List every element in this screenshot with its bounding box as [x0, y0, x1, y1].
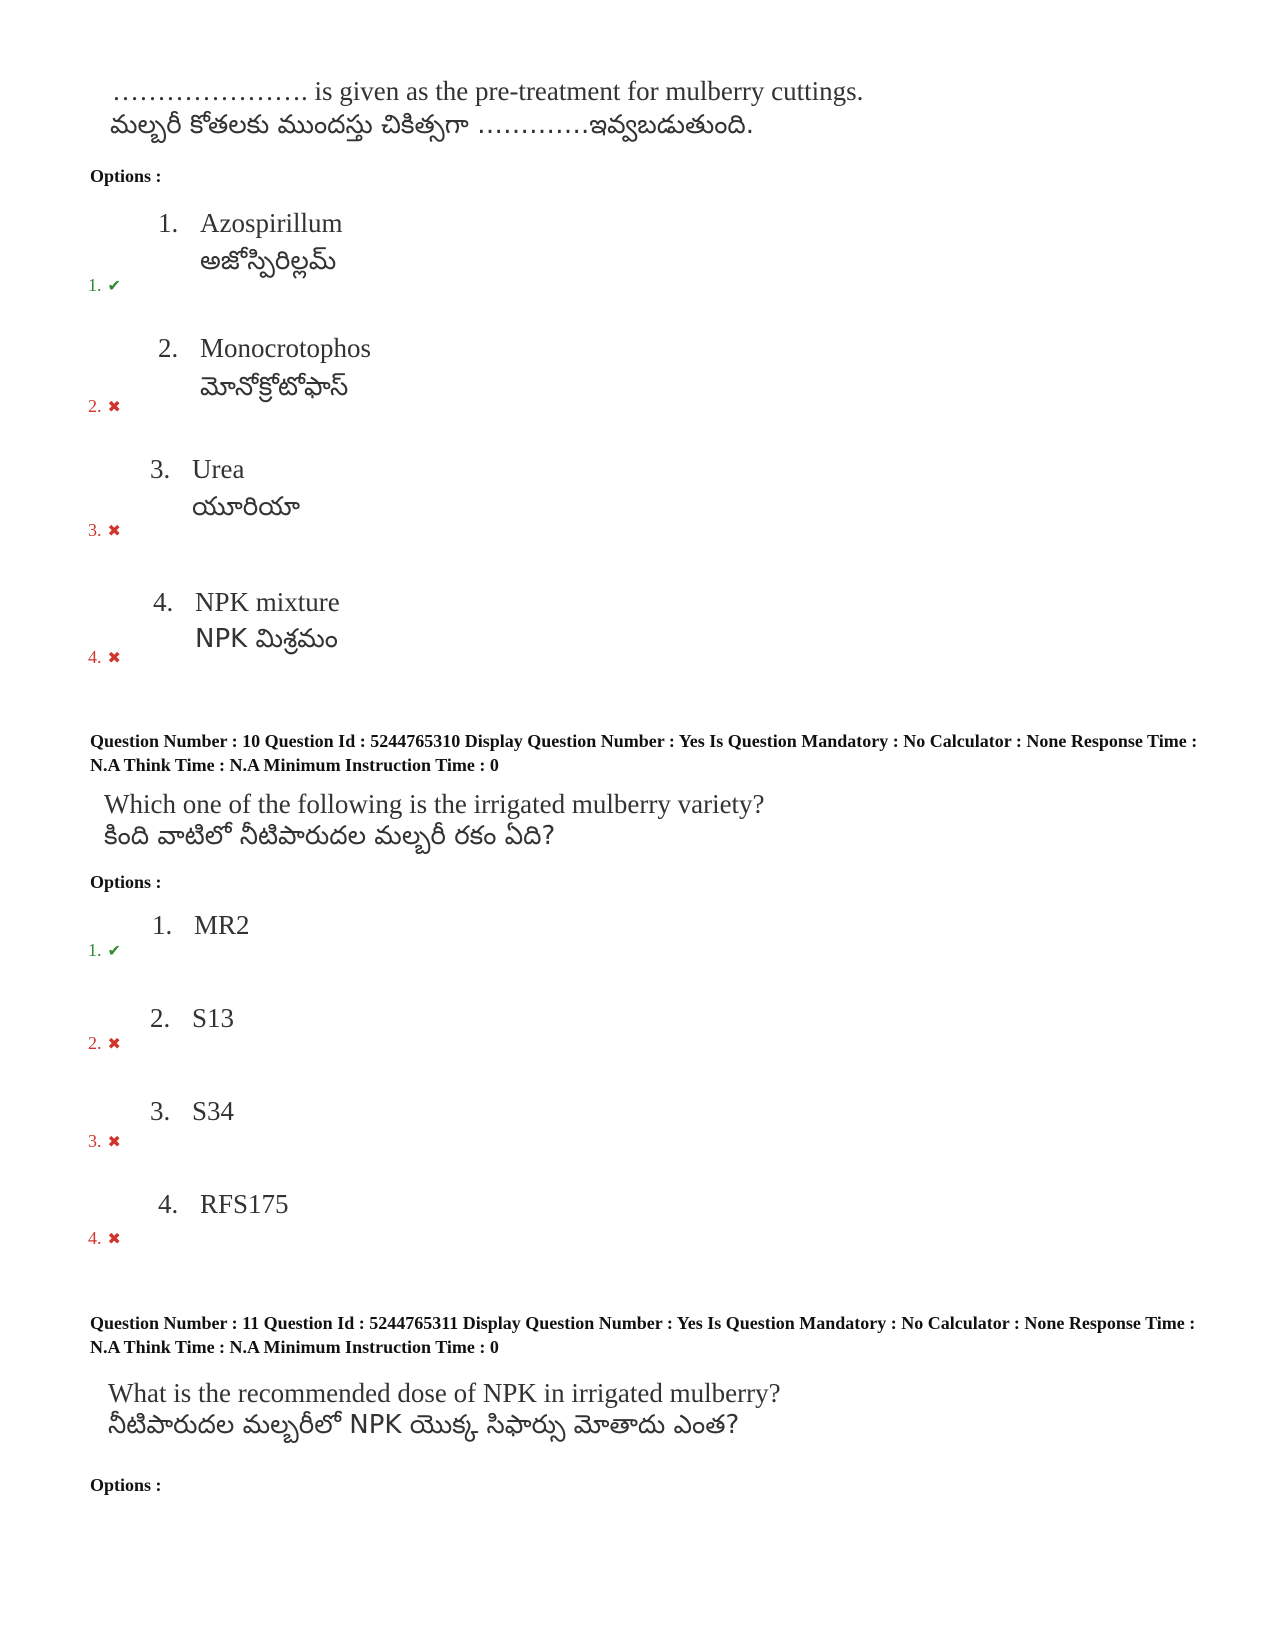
cross-icon: ✖	[107, 397, 121, 416]
q11-text-en: What is the recommended dose of NPK in irrigated mulberry?	[108, 1378, 781, 1408]
cross-icon: ✖	[107, 521, 121, 540]
marker-number: 3.	[88, 520, 102, 540]
q9-option-3-marker	[88, 520, 121, 541]
option-text-en: MR2	[194, 910, 250, 940]
option-text-en: S34	[192, 1096, 235, 1126]
marker-number: 3.	[88, 1131, 102, 1151]
q10-options-label: Options :	[90, 872, 162, 892]
option-number: 1.	[152, 910, 173, 940]
marker-number: 1.	[88, 275, 102, 295]
q9-option-3-te: యూరియా	[192, 492, 301, 522]
q11-text-te: నీటిపారుదల మల్బరీలో NPK యొక్క సిఫార్సు మోతాదు ఎంత?	[108, 1410, 740, 1440]
q10-option-4-marker	[88, 1228, 121, 1249]
option-text-en: Azospirillum	[200, 208, 343, 238]
marker-number: 1.	[88, 940, 102, 960]
q9-option-1	[158, 208, 343, 239]
cross-icon: ✖	[107, 1229, 121, 1248]
cross-icon: ✖	[107, 1034, 121, 1053]
option-number: 2.	[150, 1003, 171, 1033]
q9-text-te: మల్బరీ కోతలకు ముందస్తు చికిత్సగా ………….ఇవ్వబడుతుంది.	[110, 110, 755, 140]
q10-text-te: కింది వాటిలో నీటిపారుదల మల్బరీ రకం ఏది?	[104, 821, 556, 851]
option-number: 2.	[158, 333, 179, 363]
q9-option-2-te: మోనోక్రోటోఫాస్	[200, 372, 349, 402]
q9-option-2	[158, 333, 371, 364]
cross-icon: ✖	[107, 648, 121, 667]
q10-option-2-marker	[88, 1033, 121, 1054]
option-text-en: Urea	[192, 454, 245, 484]
cross-icon: ✖	[107, 1132, 121, 1151]
q9-options-label: Options :	[90, 166, 162, 186]
check-icon: ✔	[107, 276, 121, 295]
q10-option-2	[150, 1003, 234, 1034]
option-number: 4.	[153, 587, 174, 617]
option-text-en: S13	[192, 1003, 235, 1033]
check-icon: ✔	[107, 941, 121, 960]
q9-option-1-te: అజోస్పిరిల్లమ్	[200, 246, 337, 276]
option-number: 1.	[158, 208, 179, 238]
q9-option-2-marker	[88, 396, 121, 417]
q10-meta: Question Number : 10 Question Id : 5244765310 Display Question Number : Yes Is Question Mandatory : No Calculator : None Response Time : N.A Think Time : N.A Minimum Instruction Time : 0	[90, 731, 1198, 775]
marker-number: 4.	[88, 1228, 102, 1248]
marker-number: 2.	[88, 396, 102, 416]
option-number: 3.	[150, 454, 171, 484]
q9-option-4	[153, 587, 340, 618]
q10-option-3-marker	[88, 1131, 121, 1152]
q10-option-1	[152, 910, 250, 941]
option-number: 4.	[158, 1189, 179, 1219]
q9-option-4-marker	[88, 647, 121, 668]
option-text-en: Monocrotophos	[200, 333, 371, 363]
q10-option-1-marker	[88, 940, 121, 961]
q11-options-label: Options :	[90, 1475, 162, 1495]
option-text-en: RFS175	[200, 1189, 289, 1219]
q9-option-4-te: NPK మిశ్రమం	[195, 624, 338, 654]
q11-meta: Question Number : 11 Question Id : 5244765311 Display Question Number : Yes Is Question Mandatory : No Calculator : None Response Time : N.A Think Time : N.A Minimum Instruction Time : 0	[90, 1313, 1196, 1357]
q9-text-en: …………………. is given as the pre-treatment for mulberry cuttings.	[112, 76, 864, 106]
q10-option-3	[150, 1096, 234, 1127]
q10-option-4	[158, 1189, 289, 1220]
option-text-en: NPK mixture	[195, 587, 340, 617]
marker-number: 4.	[88, 647, 102, 667]
marker-number: 2.	[88, 1033, 102, 1053]
option-number: 3.	[150, 1096, 171, 1126]
q9-option-1-marker	[88, 275, 121, 296]
q10-text-en: Which one of the following is the irrigated mulberry variety?	[104, 789, 765, 819]
q9-option-3	[150, 454, 244, 485]
